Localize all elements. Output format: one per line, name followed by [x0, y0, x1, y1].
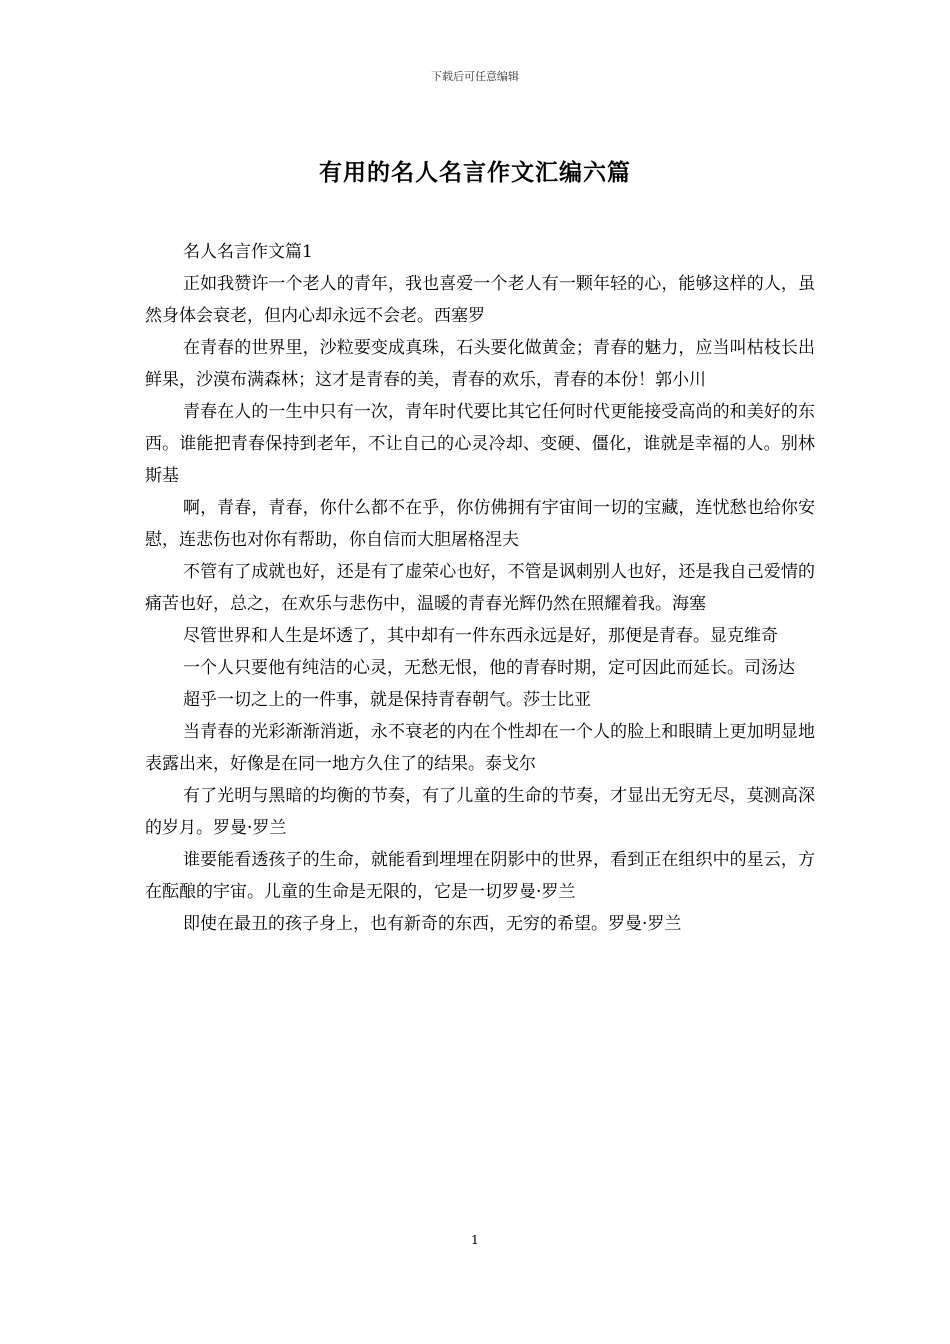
quote-paragraph: 尽管世界和人生是坏透了，其中却有一件东西永远是好，那便是青春。显克维奇 — [183, 626, 778, 646]
quote-paragraph: 有了光明与黑暗的均衡的节奏，有了儿童的生命的节奏，才显出无穷无尽，莫测高深的岁月。罗曼·罗兰 — [145, 786, 815, 838]
page-number: 1 — [471, 1233, 479, 1247]
quote-paragraph: 不管有了成就也好，还是有了虚荣心也好，不管是讽刺别人也好，还是我自己爱情的痛苦也好，总之，在欢乐与悲伤中，温暖的青春光辉仍然在照耀着我。海塞 — [145, 562, 815, 614]
quote-paragraph: 当青春的光彩渐渐消逝，永不衰老的内在个性却在一个人的脸上和眼睛上更加明显地表露出来，好像是在同一地方久住了的结果。泰戈尔 — [145, 722, 815, 774]
quote-paragraph: 谁要能看透孩子的生命，就能看到埋埋在阴影中的世界，看到正在组织中的星云，方在酝酿的宇宙。儿童的生命是无限的，它是一切罗曼·罗兰 — [145, 850, 815, 902]
quote-paragraph: 超乎一切之上的一件事，就是保持青春朝气。莎士比亚 — [183, 690, 591, 710]
document-title: 有用的名人名言作文汇编六篇 — [319, 159, 631, 186]
quote-paragraph: 一个人只要他有纯洁的心灵，无愁无恨，他的青春时期，定可因此而延长。司汤达 — [183, 658, 795, 678]
quote-paragraph: 啊，青春，青春，你什么都不在乎，你仿佛拥有宇宙间一切的宝藏，连忧愁也给你安慰，连悲伤也对你有帮助，你自信而大胆屠格涅夫 — [145, 498, 815, 550]
section-heading: 名人名言作文篇1 — [183, 242, 313, 262]
quote-paragraph: 正如我赞许一个老人的青年，我也喜爱一个老人有一颗年轻的心，能够这样的人，虽然身体会衰老，但内心却永远不会老。西塞罗 — [145, 274, 815, 326]
quote-paragraph: 即使在最丑的孩子身上，也有新奇的东西，无穷的希望。罗曼·罗兰 — [183, 914, 682, 934]
quote-paragraph: 在青春的世界里，沙粒要变成真珠，石头要化做黄金；青春的魅力，应当叫枯枝长出鲜果，沙漠布满森林；这才是青春的美，青春的欢乐，青春的本份！郭小川 — [145, 338, 815, 390]
header-note: 下载后可任意编辑 — [431, 70, 519, 83]
quote-paragraph: 青春在人的一生中只有一次，青年时代要比其它任何时代更能接受高尚的和美好的东西。谁能把青春保持到老年，不让自己的心灵冷却、变硬、僵化，谁就是幸福的人。别林斯基 — [145, 402, 815, 486]
document-body — [145, 236, 815, 940]
